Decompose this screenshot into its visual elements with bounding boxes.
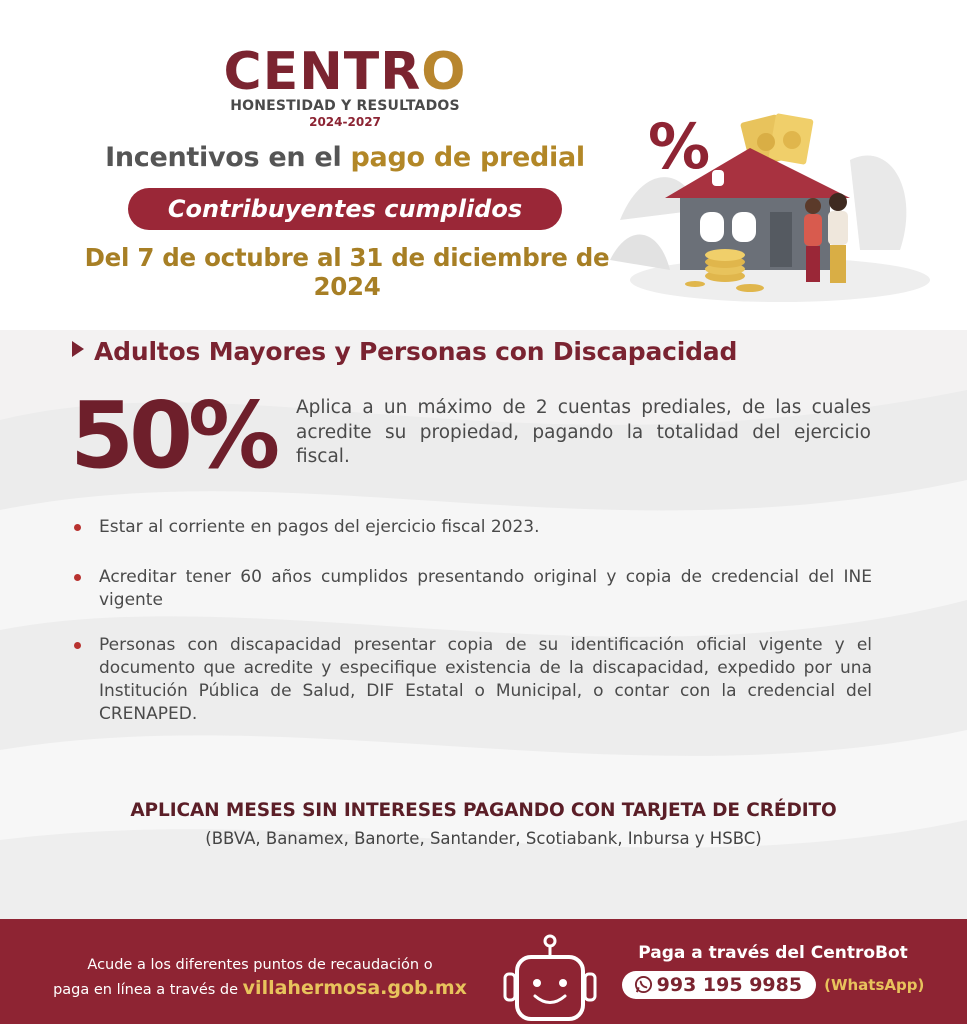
whatsapp-icon: [634, 975, 653, 994]
msi-notice: APLICAN MESES SIN INTERESES PAGANDO CON TARJETA DE CRÉDITO: [130, 800, 837, 821]
discount-description: Aplica a un máximo de 2 cuentas prediales, de las cuales acredite su propiedad, pagando la totalidad del ejercicio fiscal.: [296, 397, 871, 467]
whatsapp-phone-button[interactable]: [622, 971, 816, 999]
list-item: Estar al corriente en pagos del ejercicio fiscal 2023.: [72, 516, 872, 539]
list-item: Acreditar tener 60 años cumplidos presentando original y copia de credencial del INE vigente: [72, 566, 872, 612]
contribuyentes-pill: Contribuyentes cumplidos: [128, 188, 562, 230]
requirements-list: [72, 516, 872, 726]
bullet-dot-icon: [74, 642, 81, 649]
footer-line1: Acude a los diferentes puntos de recaudación o: [87, 957, 433, 973]
logo-wordmark: CENTRO: [223, 42, 467, 102]
centrobot-info: [618, 943, 928, 999]
discount-percent: 50%: [70, 382, 276, 489]
phone-number: 993 195 9985: [656, 974, 803, 996]
bullet-dot-icon: [74, 574, 81, 581]
footer-line2: paga en línea a través de villahermosa.gob.mx: [53, 977, 467, 999]
footer: [0, 919, 967, 1024]
banks-list: (BBVA, Banamex, Banorte, Santander, Scotiabank, Inbursa y HSBC): [205, 829, 762, 848]
phone-row: [618, 971, 928, 999]
triangle-bullet-icon: [72, 341, 84, 357]
house-couple-coins-illustration: [600, 100, 930, 310]
date-range: Del 7 de octubre al 31 de diciembre de 2024: [84, 243, 610, 301]
logo-years: 2024-2027: [309, 115, 381, 129]
footer-info: [30, 954, 490, 1002]
centrobot-title: Paga a través del CentroBot: [638, 943, 908, 963]
centro-logo: [200, 42, 490, 129]
headline: Incentivos en el pago de predial: [105, 142, 585, 173]
logo-tagline: HONESTIDAD Y RESULTADOS: [230, 98, 460, 114]
website-link[interactable]: villahermosa.gob.mx: [242, 977, 467, 999]
centrobot-robot-icon: [495, 929, 605, 1024]
percent-icon: %: [648, 110, 711, 183]
bullet-dot-icon: [74, 524, 81, 531]
list-item: Personas con discapacidad presentar copia de su identificación oficial vigente y el documento que acredite y especifique existencia de la discapacidad, expedido por una Institución Pública de Salud, DIF Estatal o Municipal, o contar con la credencial del CRENAPED.: [72, 634, 872, 726]
whatsapp-label: (WhatsApp): [824, 976, 925, 994]
section-title: Adultos Mayores y Personas con Discapacidad: [72, 337, 872, 366]
